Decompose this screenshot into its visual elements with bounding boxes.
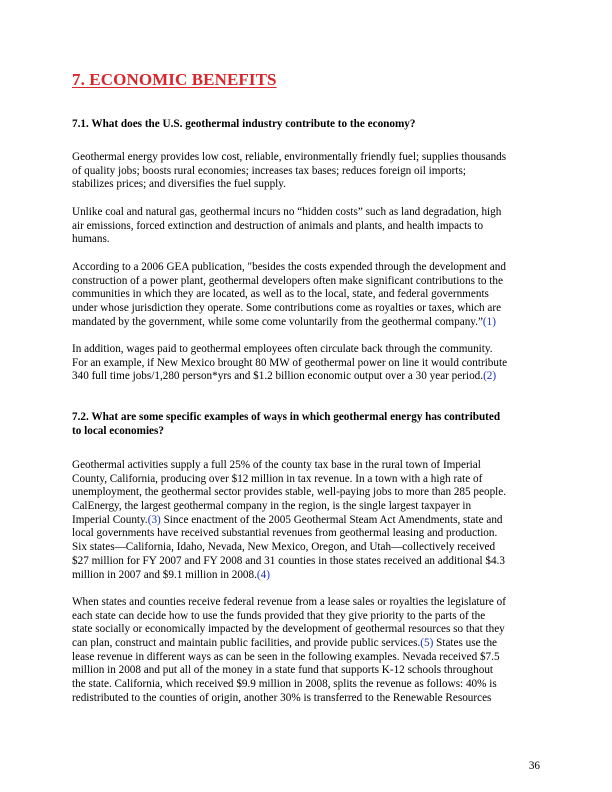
paragraph-geothermal-benefits xyxy=(72,151,544,192)
line-text: States use the xyxy=(433,637,498,650)
paragraph-line: state socially or economically impacted by the development of geothermal resources so that they xyxy=(72,623,505,636)
paragraph-line: million in 2008 and put all of the money in a state fund that supports K-12 schools throughout xyxy=(72,664,494,677)
line-text: mandated by the government, while some come voluntarily from the geothermal company.” xyxy=(72,315,483,328)
reference-link-5[interactable]: (5) xyxy=(420,637,434,650)
paragraph-line: the state. California, which received $9.9 million in 2008, splits the revenue as follows: 40% is xyxy=(72,678,497,691)
page-number: 36 xyxy=(528,760,540,772)
line-text: 340 full time jobs/1,280 person*yrs and $1.2 billion economic output over a 30 year period. xyxy=(72,370,484,383)
paragraph-line: air emissions, forced extinction and destruction of animals and plants, and health impacts to xyxy=(72,219,484,232)
paragraph-line: unemployment, the geothermal sector provides stable, well-paying jobs to more than 285 people. xyxy=(72,486,507,499)
section-title: 7. ECONOMIC BENEFITS xyxy=(72,70,277,89)
paragraph-line: humans. xyxy=(72,233,110,246)
paragraph-line: Geothermal energy provides low cost, reliable, environmentally friendly fuel; supplies thousands xyxy=(72,151,507,163)
paragraph-line: $27 million for FY 2007 and FY 2008 and 31 counties in those states received an additional $4.3 xyxy=(72,554,505,567)
paragraph-line: local governments have received substantial revenues from geothermal leasing and production. xyxy=(72,527,498,540)
paragraph-line: each state can decide how to use the funds provided that they give priority to the parts of the xyxy=(72,609,486,622)
reference-link-1[interactable]: (1) xyxy=(482,315,496,328)
reference-link-4[interactable]: (4) xyxy=(256,568,270,581)
paragraph-line: communities in which they are located, as well as to the local, state, and federal governments xyxy=(72,288,489,301)
paragraph-line: lease revenue in different ways as can be seen in the following examples. Nevada received $7.5 xyxy=(72,650,500,663)
paragraph-gea-publication xyxy=(72,261,544,329)
paragraph-line xyxy=(72,514,544,528)
paragraph-line: For an example, if New Mexico brought 80 MW of geothermal power on line it would contribute xyxy=(72,356,508,369)
paragraph-line: According to a 2006 GEA publication, "besides the costs expended through the development and xyxy=(72,261,506,273)
paragraph-line xyxy=(72,569,544,583)
question-7-2-title xyxy=(72,411,544,438)
paragraph-line: Six states—California, Idaho, Nevada, New Mexico, Oregon, and Utah—collectively received xyxy=(72,541,496,554)
line-text: can plan, construct and maintain public facilities, and provide public services. xyxy=(72,637,421,650)
reference-link-3[interactable]: (3) xyxy=(147,513,161,526)
question-title-line: 7.1. What does the U.S. geothermal industry contribute to the economy? xyxy=(72,118,416,130)
reference-link-2[interactable]: (2) xyxy=(483,370,497,383)
paragraph-line xyxy=(72,637,544,651)
question-title-line: to local economies? xyxy=(72,424,164,437)
paragraph-imperial-county xyxy=(72,459,544,582)
paragraph-wages xyxy=(72,343,544,384)
question-title-line: 7.2. What are some specific examples of ways in which geothermal energy has contributed xyxy=(72,411,501,423)
paragraph-line: County, California, producing over $12 million in tax revenue. In a town with a high rate of xyxy=(72,472,483,485)
paragraph-line: redistributed to the counties of origin, another 30% is transferred to the Renewable Resources xyxy=(72,691,492,704)
paragraph-line xyxy=(72,370,544,384)
paragraph-line: stabilizes prices; and diversifies the fuel supply. xyxy=(72,178,286,191)
line-text: million in 2007 and $9.1 million in 2008. xyxy=(72,568,257,581)
paragraph-federal-revenue xyxy=(72,596,544,706)
paragraph-line: In addition, wages paid to geothermal employees often circulate back through the community. xyxy=(72,343,493,355)
paragraph-line: When states and counties receive federal revenue from a lease sales or royalties the legislature of xyxy=(72,596,506,608)
line-text: Imperial County. xyxy=(72,513,148,526)
paragraph-line: construction of a power plant, geothermal developers often make significant contributions to the xyxy=(72,274,503,287)
paragraph-line: under whose jurisdiction they operate. Some contributions come as royalties or taxes, which are xyxy=(72,302,502,315)
paragraph-line xyxy=(72,316,544,330)
paragraph-line: of quality jobs; boosts rural economies; increases tax bases; reduces foreign oil imports; xyxy=(72,164,466,177)
paragraph-line: CalEnergy, the largest geothermal company in the region, is the single largest taxpayer in xyxy=(72,500,472,513)
paragraph-line: Geothermal activities supply a full 25% of the county tax base in the rural town of Imperial xyxy=(72,459,481,471)
line-text: Since enactment of the 2005 Geothermal Steam Act Amendments, state and xyxy=(160,513,503,526)
paragraph-line: Unlike coal and natural gas, geothermal incurs no “hidden costs” such as land degradation, high xyxy=(72,206,502,218)
question-7-1-title xyxy=(72,118,544,132)
paragraph-hidden-costs xyxy=(72,206,544,247)
